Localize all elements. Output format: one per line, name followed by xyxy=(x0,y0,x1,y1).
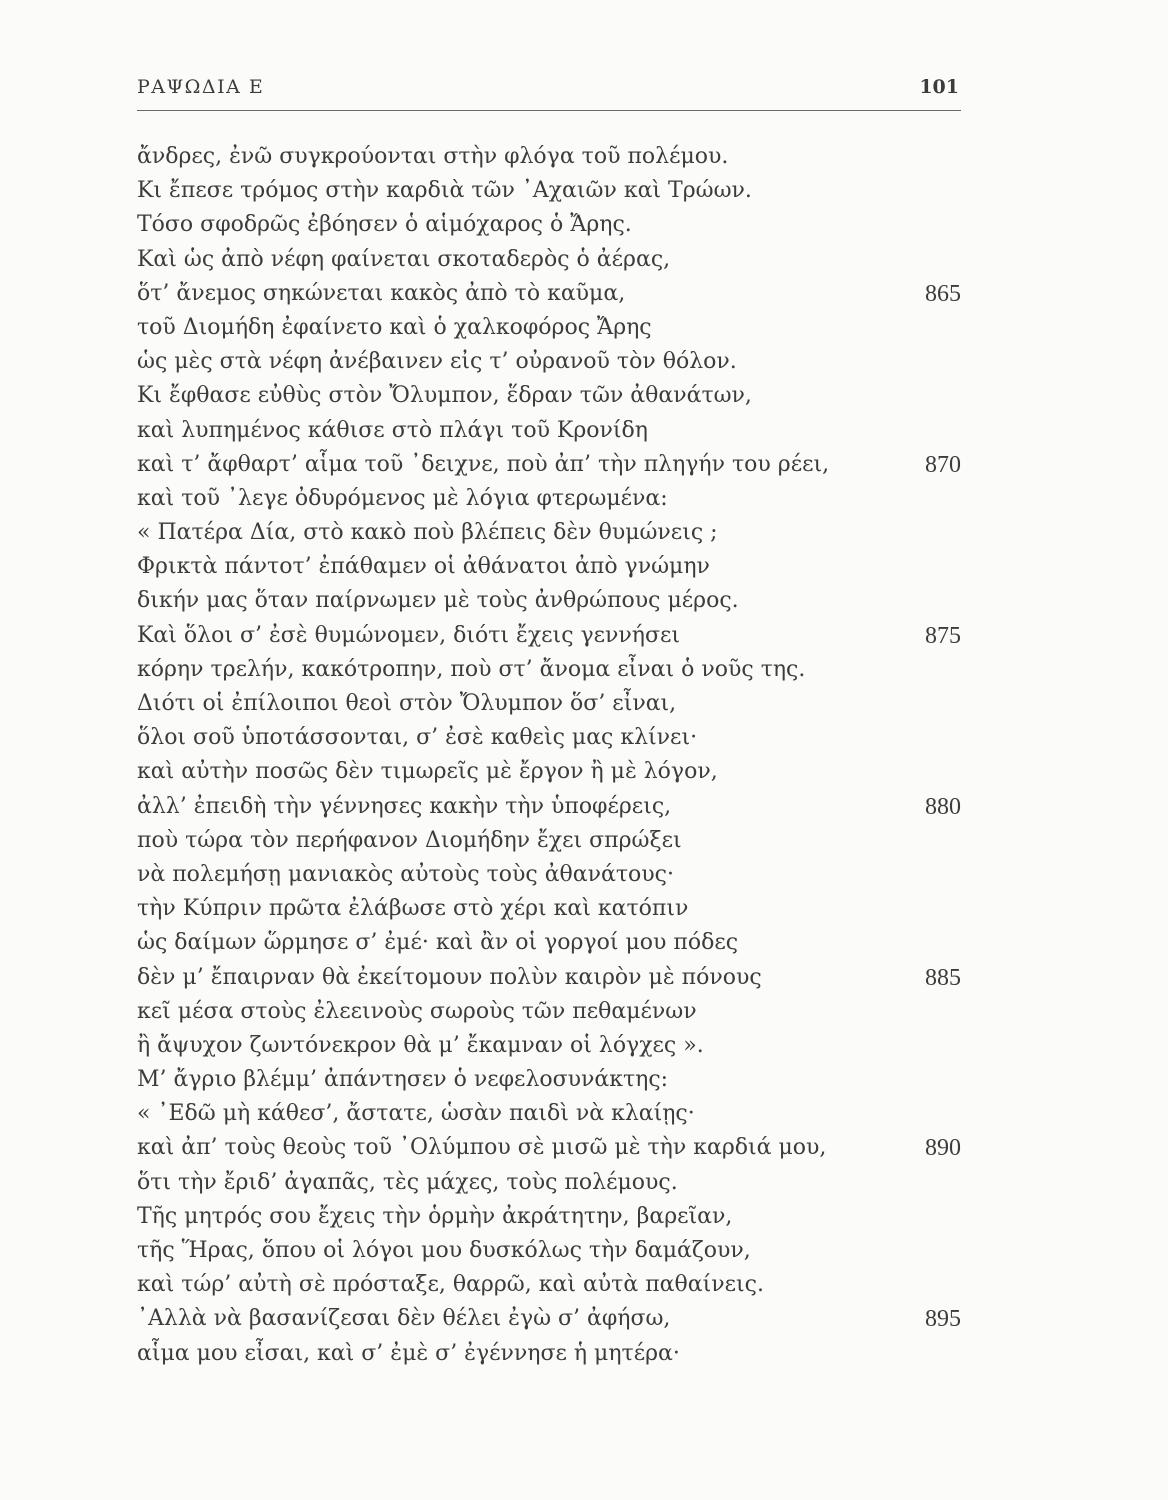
verse-line xyxy=(137,1234,961,1268)
verse-line xyxy=(137,379,961,413)
verse-line xyxy=(137,1302,961,1336)
verse-text: τοῦ Διομήδη ἐφαίνετο καὶ ὁ χαλκοφόρος Ἄρης xyxy=(137,314,652,340)
verse-text: Τόσο σφοδρῶς ἐβόησεν ὁ αἱμόχαρος ὁ Ἄρης. xyxy=(137,212,632,238)
verse-line xyxy=(137,243,961,277)
verse-line xyxy=(137,482,961,516)
verse-line xyxy=(137,1337,961,1371)
verse-text: αἷμα μου εἶσαι, καὶ σ’ ἐμὲ σ’ ἐγέννησε ἡ μητέρα· xyxy=(137,1340,680,1366)
verse-text: ἄνδρες, ἐνῶ συγκρούονται στὴν φλόγα τοῦ πολέμου. xyxy=(137,144,729,169)
verse-line xyxy=(137,721,961,755)
verse-text: ἀλλ’ ἐπειδὴ τὴν γέννησες κακὴν τὴν ὑποφέρεις, xyxy=(137,793,672,819)
page-number: 101 xyxy=(919,76,959,98)
verse-text: Φρικτὰ πάντοτ’ ἐπάθαμεν οἱ ἀθάνατοι ἀπὸ γνώμην xyxy=(137,554,710,580)
verse-line xyxy=(137,961,961,995)
verse-text: κόρην τρελήν, κακότροπην, ποὺ στ’ ἄνομα εἶναι ὁ νοῦς της. xyxy=(137,656,806,682)
verse-text: ὅλοι σοῦ ὑποτάσσονται, σ’ ἐσὲ καθεὶς μας κλίνει· xyxy=(137,725,698,751)
verse-text: κεῖ μέσα στοὺς ἐλεεινοὺς σωροὺς τῶν πεθαμένων xyxy=(137,998,697,1024)
line-number: 865 xyxy=(925,280,961,307)
verse-text: καὶ τοῦ ᾿λεγε ὀδυρόμενος μὲ λόγια φτερωμένα: xyxy=(137,485,668,511)
verse-line xyxy=(137,414,961,448)
page-header xyxy=(137,72,961,104)
verse-line xyxy=(137,892,961,926)
verse-text: καὶ τ’ ἄφθαρτ’ αἷμα τοῦ ᾿δειχνε, ποὺ ἀπ’ τὴν πληγήν του ρέει, xyxy=(137,451,830,477)
verse-text: ὡς δαίμων ὥρμησε σ’ ἐμέ· καὶ ἂν οἱ γοργοί μου πόδες xyxy=(137,930,739,956)
verse-text: καὶ λυπημένος κάθισε στὸ πλάγι τοῦ Κρονίδη xyxy=(137,417,648,443)
verse-text: Καὶ ὡς ἀπὸ νέφη φαίνεται σκοταδερὸς ὁ ἀέρας, xyxy=(137,246,671,272)
verse-text: Τῆς μητρός σου ἔχεις τὴν ὁρμὴν ἀκράτητην, βαρεῖαν, xyxy=(137,1203,733,1229)
verse-text: νὰ πολεμήσῃ μανιακὸς αὐτοὺς τοὺς ἀθανάτους· xyxy=(137,861,674,887)
verse-text: Κι ἔφθασε εὐθὺς στὸν Ὄλυμπον, ἕδραν τῶν ἀθανάτων, xyxy=(137,383,752,409)
verse-line xyxy=(137,790,961,824)
line-number: 880 xyxy=(925,793,961,820)
line-number: 890 xyxy=(925,1135,961,1162)
verse-text: Μ’ ἄγριο βλέμμ’ ἀπάντησεν ὁ νεφελοσυνάκτης: xyxy=(137,1067,669,1093)
verse-text: ἢ ἄψυχον ζωντόνεκρον θὰ μ’ ἔκαμναν οἱ λόγχες ». xyxy=(137,1032,704,1058)
verse-text: Κι ἔπεσε τρόμος στὴν καρδιὰ τῶν ᾿Αχαιῶν καὶ Τρώων. xyxy=(137,178,752,204)
verse-text: καὶ αὐτὴν ποσῶς δὲν τιμωρεῖς μὲ ἔργον ἢ μὲ λόγον, xyxy=(137,759,718,785)
verse-line xyxy=(137,824,961,858)
line-number: 870 xyxy=(925,451,961,478)
verse-line xyxy=(137,516,961,550)
verse-line xyxy=(137,584,961,618)
header-rule xyxy=(137,110,961,111)
verse-text: « ᾿Εδῶ μὴ κάθεσ’, ἄστατε, ὡσὰν παιδὶ νὰ κλαίῃς· xyxy=(137,1101,695,1127)
verse-text: « Πατέρα Δία, στὸ κακὸ ποὺ βλέπεις δὲν θυμώνεις ; xyxy=(137,520,718,546)
verse-line xyxy=(137,174,961,208)
verse-text: καὶ τώρ’ αὐτὴ σὲ πρόσταξε, θαρρῶ, καὶ αὐτὰ παθαίνεις. xyxy=(137,1272,764,1298)
verse-line xyxy=(137,345,961,379)
verse-text: ποὺ τώρα τὸν περήφανον Διομήδην ἔχει σπρώξει xyxy=(137,827,682,853)
line-number: 875 xyxy=(925,622,961,649)
verse-text: τὴν Κύπριν πρῶτα ἐλάβωσε στὸ χέρι καὶ κατόπιν xyxy=(137,896,689,922)
verse-line xyxy=(137,208,961,242)
line-number: 895 xyxy=(925,1306,961,1333)
running-title: ΡΑΨΩΔΙΑ Ε xyxy=(137,76,265,98)
verse-line xyxy=(137,1200,961,1234)
verse-text: δικήν μας ὅταν παίρνωμεν μὲ τοὺς ἀνθρώπους μέρος. xyxy=(137,588,739,614)
verse-line xyxy=(137,1131,961,1165)
verse-line xyxy=(137,687,961,721)
verse-text: Καὶ ὅλοι σ’ ἐσὲ θυμώνομεν, διότι ἔχεις γεννήσει xyxy=(137,622,681,648)
verse-line xyxy=(137,619,961,653)
verse-line xyxy=(137,1268,961,1302)
verse-text: ᾿Αλλὰ νὰ βασανίζεσαι δὲν θέλει ἐγὼ σ’ ἀφήσω, xyxy=(137,1306,671,1332)
verse-line xyxy=(137,653,961,687)
line-number: 885 xyxy=(925,964,961,991)
verse-line xyxy=(137,858,961,892)
verse-line xyxy=(137,755,961,789)
verse-line xyxy=(137,1063,961,1097)
verse-text: δὲν μ’ ἔπαιρναν θὰ ἐκείτομουν πολὺν καιρὸν μὲ πόνους xyxy=(137,964,762,990)
verse-line xyxy=(137,1029,961,1063)
verse-line xyxy=(137,448,961,482)
verse-line xyxy=(137,995,961,1029)
verse-text: ὡς μὲς στὰ νέφη ἀνέβαινεν εἰς τ’ οὐρανοῦ τὸν θόλον. xyxy=(137,349,737,375)
verse-line xyxy=(137,277,961,311)
verse-text: ὅτ’ ἄνεμος σηκώνεται κακὸς ἀπὸ τὸ καῦμα, xyxy=(137,280,626,306)
verse-text: τῆς Ἥρας, ὅπου οἱ λόγοι μου δυσκόλως τὴν δαμάζουν, xyxy=(137,1238,751,1263)
verse-text: ὅτι τὴν ἔριδ’ ἀγαπᾶς, τὲς μάχες, τοὺς πολέμους. xyxy=(137,1169,678,1195)
verse-line xyxy=(137,140,961,174)
verse-line xyxy=(137,550,961,584)
verse-text: καὶ ἀπ’ τοὺς θεοὺς τοῦ ᾿Ολύμπου σὲ μισῶ μὲ τὴν καρδιά μου, xyxy=(137,1135,827,1161)
verse-line xyxy=(137,1166,961,1200)
verse-line xyxy=(137,1097,961,1131)
verse-line xyxy=(137,926,961,960)
verse-text: Διότι οἱ ἐπίλοιποι θεοὶ στὸν Ὄλυμπον ὅσ’ εἶναι, xyxy=(137,691,677,716)
verse-list xyxy=(137,140,961,1371)
verse-line xyxy=(137,311,961,345)
